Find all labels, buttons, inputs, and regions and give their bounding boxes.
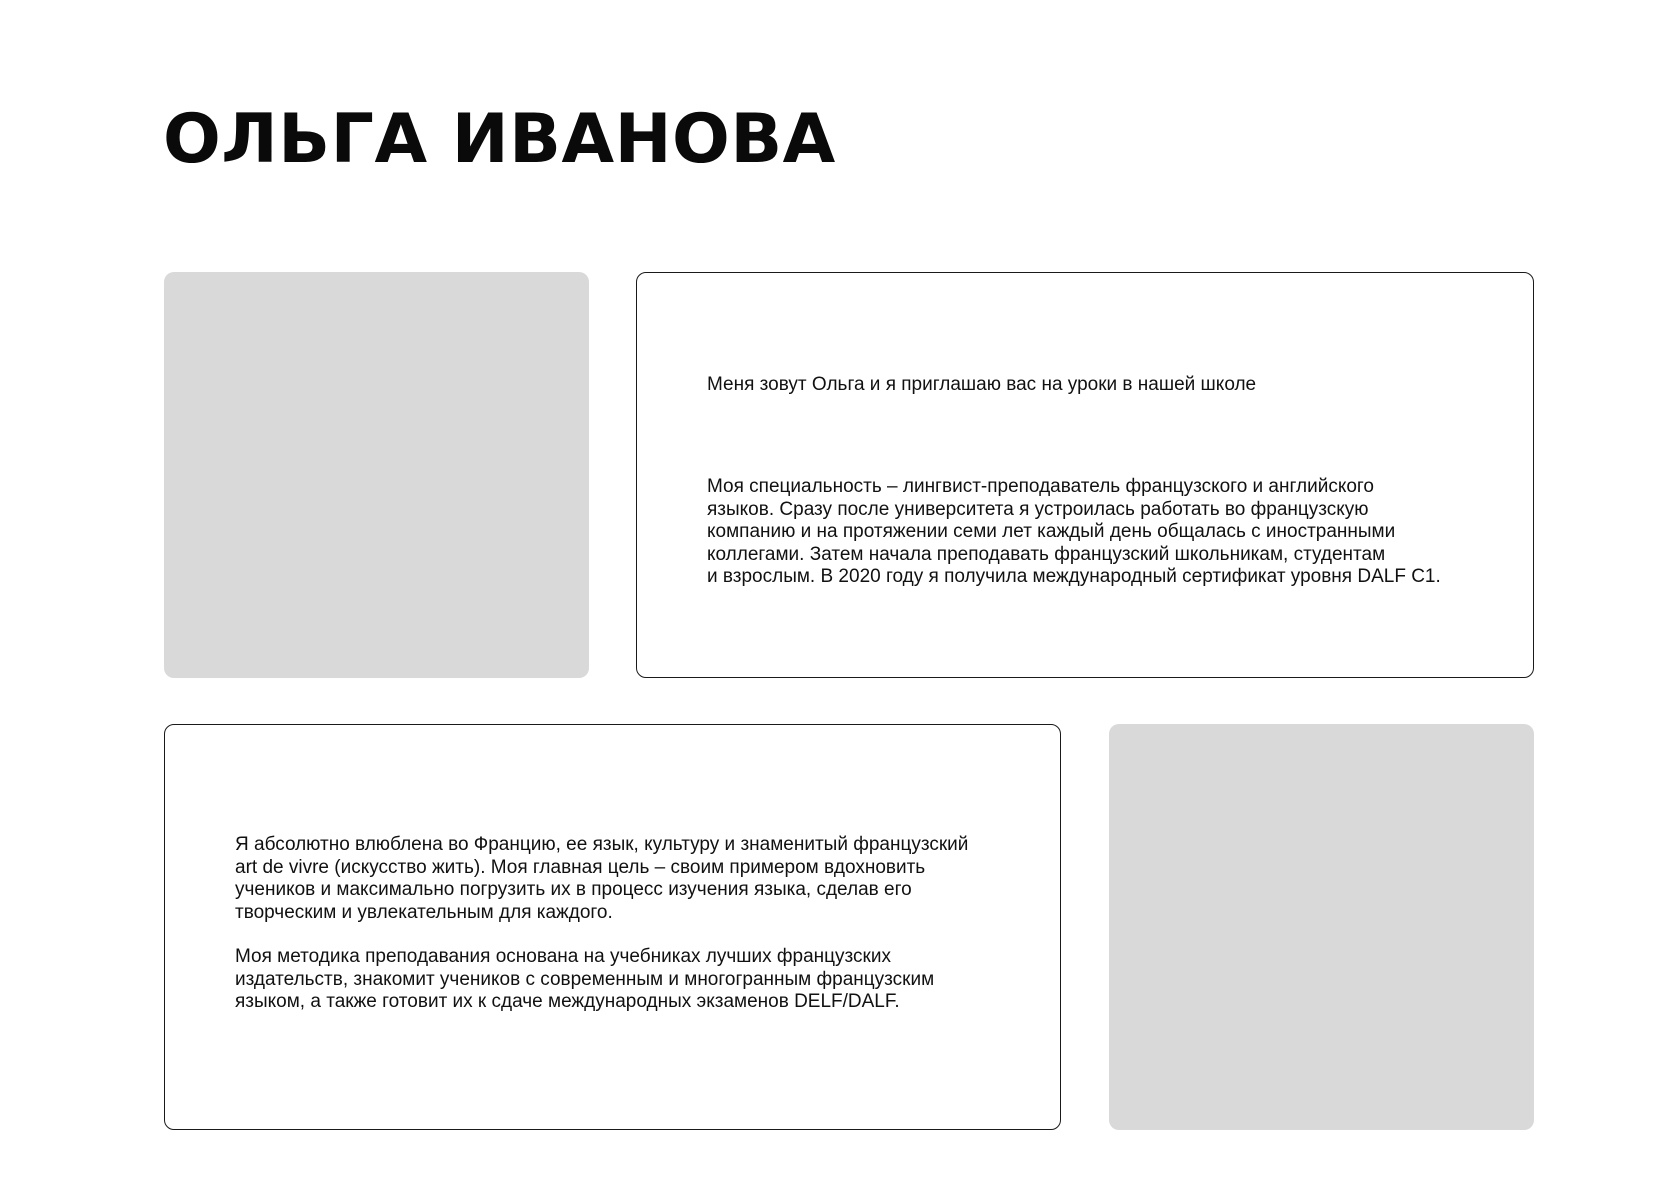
photo-placeholder-bottom [1109, 724, 1534, 1130]
page-title: ОЛЬГА ИВАНОВА [163, 100, 836, 179]
about-card [636, 272, 1534, 678]
intro-text: Меня зовут Ольга и я приглашаю вас на уроки в нашей школе [707, 374, 1257, 395]
photo-placeholder-top [164, 272, 589, 678]
bio-line: и взрослым. В 2020 году я получила международный сертификат уровня DALF C1. [707, 566, 1441, 587]
method-text [235, 946, 934, 1014]
bio-line: Моя специальность – лингвист-преподаватель французского и английского [707, 476, 1374, 497]
bio-line: языков. Сразу после университета я устроилась работать во французскую [707, 498, 1369, 520]
france-love-text [235, 834, 968, 924]
method-line: издательств, знакомит учеников с современным и многогранным французским [235, 968, 935, 990]
love-line: творческим и увлекательным для каждого. [235, 901, 613, 923]
love-line: Я абсолютно влюблена во Францию, ее язык, культуру и знаменитый французский [235, 834, 969, 855]
method-line: языком, а также готовит их к сдаче международных экзаменов DELF/DALF. [235, 991, 900, 1012]
philosophy-card [164, 724, 1061, 1130]
bio-text [707, 476, 1441, 589]
bio-line: коллегами. Затем начала преподавать французский школьникам, студентам [707, 543, 1386, 565]
love-line: art de vivre (искусство жить). Моя главная цель – своим примером вдохновить [235, 856, 926, 878]
method-line: Моя методика преподавания основана на учебниках лучших французских [235, 946, 891, 967]
bio-line: компанию и на протяжении семи лет каждый день общалась с иностранными [707, 521, 1396, 542]
love-line: учеников и максимально погрузить их в процесс изучения языка, сделав его [235, 879, 912, 900]
